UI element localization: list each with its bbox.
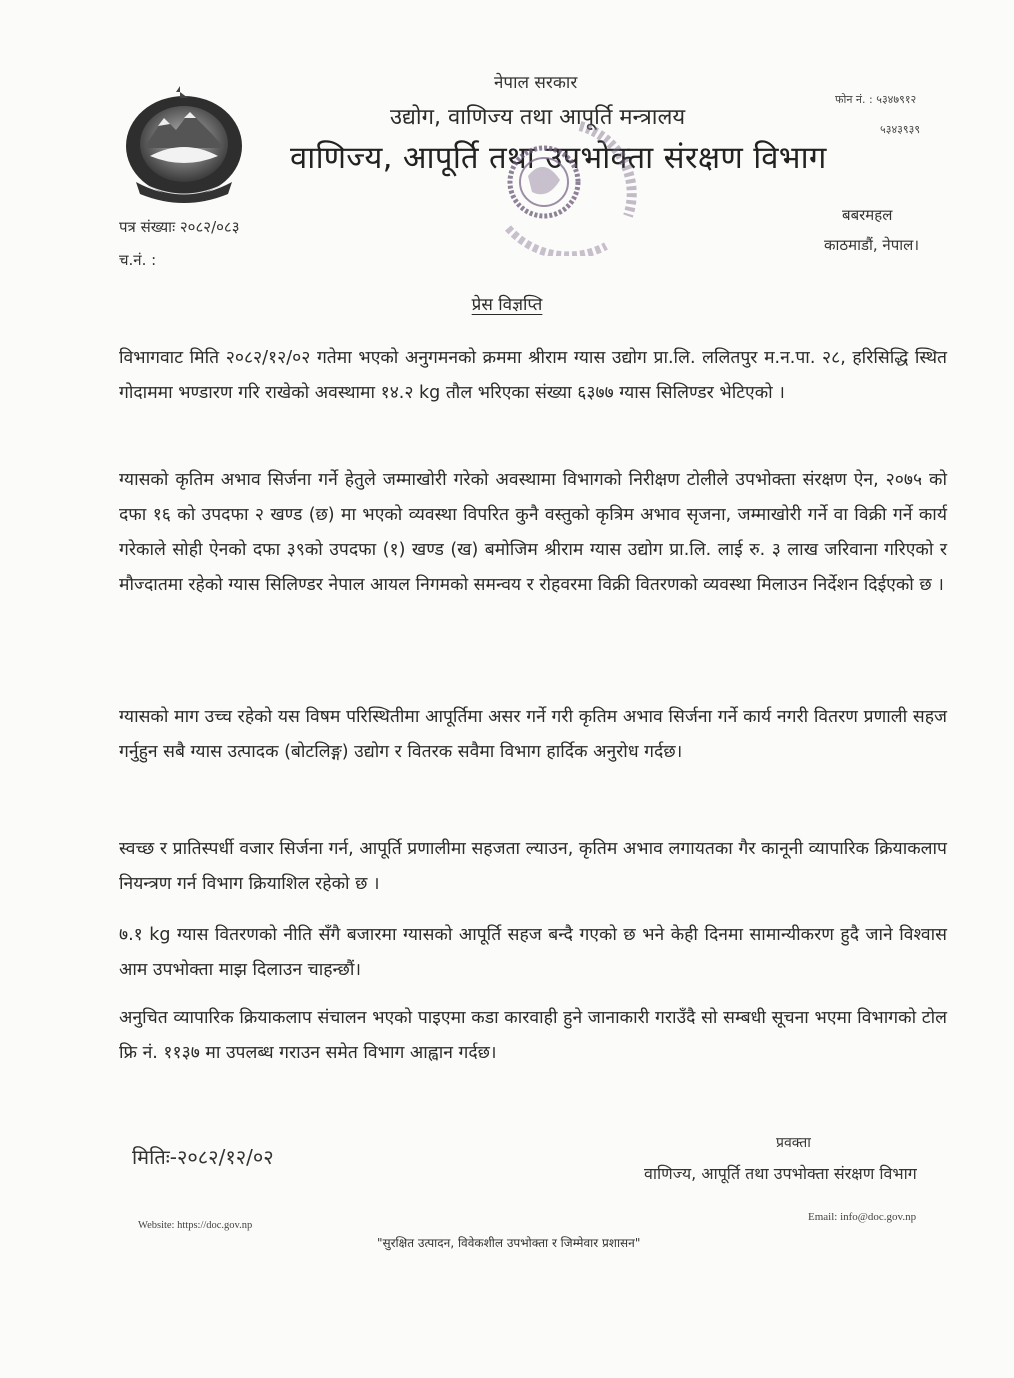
paragraph: ग्यासको माग उच्च रहेको यस विषम परिस्थितीमा आपूर्तिमा असर गर्ने गरी कृतिम अभाव सिर्जना गर्ने कार्य नगरी वितरण प्रणाली सहज गर्नुहुन सबै ग्यास उत्पादक (बोटलिङ्ग) उद्योग र वितरक सवैमा विभाग हार्दिक अनुरोध गर्दछ। bbox=[119, 707, 947, 762]
email-link[interactable]: Email: info@doc.gov.np bbox=[808, 1211, 917, 1223]
website-link[interactable]: Website: https://doc.gov.np bbox=[138, 1220, 253, 1231]
nepal-emblem-icon bbox=[118, 86, 250, 204]
paragraph: ग्यासको कृतिम अभाव सिर्जना गर्ने हेतुले जम्माखोरी गरेको अवस्थामा विभागको निरीक्षण टोलीले उपभोक्ता संरक्षण ऐन, २०७५ को दफा १६ को उपदफा २ खण्ड (छ) मा भएको व्यवस्था विपरित कुनै वस्तुको कृत्रिम अभाव सृजना, जम्माखोरी गर्ने वा विक्री गर्ने कार्य गरेकाले सोही ऐनको दफा ३९को उपदफा (१) खण्ड (ख) बमोजिम श्रीराम ग्यास उद्योग प्रा.लि. लाई रु. ३ लाख जरिवाना गरिएको र मौज्दातमा रहेको ग्यास सिलिण्डर नेपाल आयल निगमको समन्वय र रोहवरमा विक्री वितरणको व्यवस्था मिलाउन निर्देशन दिईएको छ । bbox=[119, 470, 947, 595]
government-name: नेपाल सरकार bbox=[494, 73, 578, 93]
issue-date: मितिः-२०८२/१२/०२ bbox=[132, 1145, 274, 1169]
paragraph: अनुचित व्यापारिक क्रियाकलाप संचालन भएको पाइएमा कडा कारवाही हुने जानाकारी गराउँदै सो सम्बधी सूचना भएमा विभागको टोल फ्रि नं. ११३७ मा उपलब्ध गराउन समेत विभाग आह्वान गर्दछ। bbox=[119, 1008, 947, 1063]
department-name: वाणिज्य, आपूर्ति तथा उपभोक्ता संरक्षण विभाग bbox=[290, 140, 827, 176]
document-title bbox=[0, 292, 1014, 315]
paragraph: विभागवाट मिति २०८२/१२/०२ गतेमा भएको अनुगमनको क्रममा श्रीराम ग्यास उद्योग प्रा.लि. ललितपुर म.न.पा. २८, हरिसिद्धि स्थित गोदाममा भण्डारण गरि राखेको अवस्थामा १४.२ kg तौल भरिएका संख्या ६३७७ ग्यास सिलिण्डर भेटिएको । bbox=[119, 348, 947, 403]
phone-number: फोन नं. : ५३४७९१२ bbox=[835, 93, 917, 106]
department-seal-icon bbox=[488, 96, 648, 256]
dispatch-number: च.नं. : bbox=[119, 251, 157, 269]
ministry-name: उद्योग, वाणिज्य तथा आपूर्ति मन्त्रालय bbox=[390, 105, 686, 130]
letter-number: पत्र संख्याः २०८२/०८३ bbox=[119, 218, 240, 236]
spokesperson-label: प्रवक्ता bbox=[776, 1135, 811, 1151]
signatory-department: वाणिज्य, आपूर्ति तथा उपभोक्ता संरक्षण विभाग bbox=[644, 1164, 917, 1183]
paragraph: ७.१ kg ग्यास वितरणको नीति सँगै बजारमा ग्यासको आपूर्ति सहज बन्दै गएको छ भने केही दिनमा सामान्यीकरण हुदै जाने विश्वास आम उपभोक्ता माझ दिलाउन चाहन्छौं। bbox=[119, 925, 947, 980]
address-line-1: बबरमहल bbox=[842, 206, 893, 224]
paragraph: स्वच्छ र प्रातिस्पर्धी वजार सिर्जना गर्न, आपूर्ति प्रणालीमा सहजता ल्याउन, कृतिम अभाव लगायतका गैर कानूनी व्यापारिक क्रियाकलाप नियन्त्रण गर्न विभाग क्रियाशिल रहेको छ । bbox=[119, 839, 947, 894]
address-line-2: काठमाडौं, नेपाल। bbox=[824, 236, 920, 254]
phone-number-2: ५३४३९३९ bbox=[880, 123, 921, 136]
motto: "सुरक्षित उत्पादन, विवेकशील उपभोक्ता र जिम्मेवार प्रशासन" bbox=[377, 1236, 641, 1250]
title-text: प्रेस विज्ञप्ति bbox=[471, 295, 543, 315]
